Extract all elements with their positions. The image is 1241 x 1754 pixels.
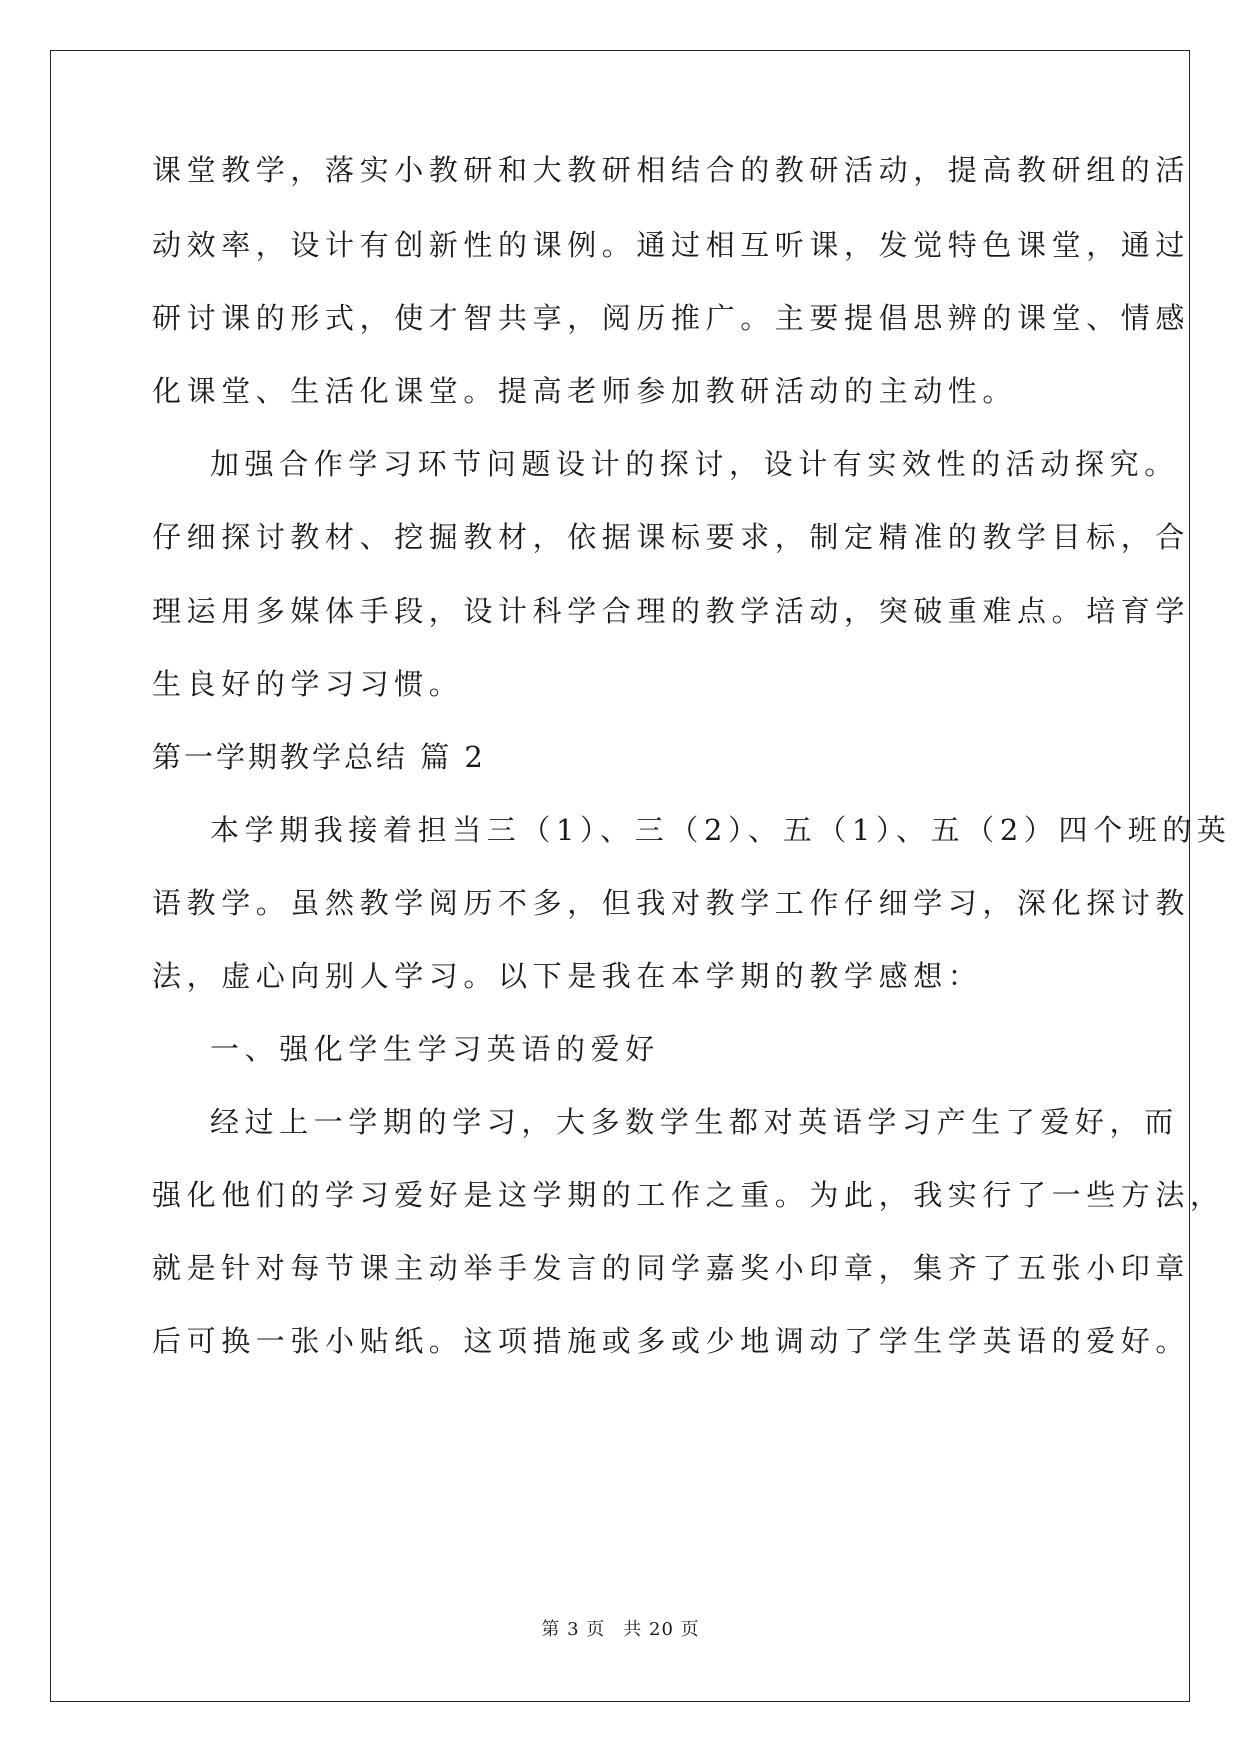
page-number: 第 3 页 [541,1619,606,1640]
paragraph-line: 仔细探讨教材、挖掘教材，依据课标要求，制定精准的教学目标，合 [152,520,1191,554]
page-footer [0,1615,1241,1641]
paragraph-line: 动效率，设计有创新性的课例。通过相互听课，发觉特色课堂，通过 [152,228,1191,262]
paragraph-line: 法，虚心向别人学习。以下是我在本学期的教学感想： [152,959,983,993]
paragraph-line: 经过上一学期的学习，大多数学生都对英语学习产生了爱好，而 [210,1105,1179,1139]
section-heading: 第一学期教学总结 篇 2 [152,740,486,774]
paragraph-line: 化课堂、生活化课堂。提高老师参加教研活动的主动性。 [152,374,1018,408]
paragraph-line: 课堂教学，落实小教研和大教研相结合的教研活动，提高教研组的活 [152,153,1191,187]
paragraph-line: 就是针对每节课主动举手发言的同学嘉奖小印章，集齐了五张小印章 [152,1251,1191,1285]
page-total: 共 20 页 [623,1619,700,1640]
paragraph-line: 强化他们的学习爱好是这学期的工作之重。为此，我实行了一些方法， [152,1178,1225,1212]
paragraph-line: 语教学。虽然教学阅历不多，但我对教学工作仔细学习，深化探讨教 [152,886,1191,920]
paragraph-line: 后可换一张小贴纸。这项措施或多或少地调动了学生学英语的爱好。 [152,1324,1191,1358]
paragraph-line: 理运用多媒体手段，设计科学合理的教学活动，突破重难点。培育学 [152,594,1191,628]
subheading: 一、强化学生学习英语的爱好 [210,1032,660,1066]
paragraph-line: 本学期我接着担当三（1）、三（2）、五（1）、五（2）四个班的英 [210,813,1232,847]
paragraph-line: 生良好的学习习惯。 [152,667,464,701]
paragraph-line: 研讨课的形式，使才智共享，阅历推广。主要提倡思辨的课堂、情感 [152,301,1191,335]
paragraph-line: 加强合作学习环节问题设计的探讨，设计有实效性的活动探究。 [210,447,1179,481]
